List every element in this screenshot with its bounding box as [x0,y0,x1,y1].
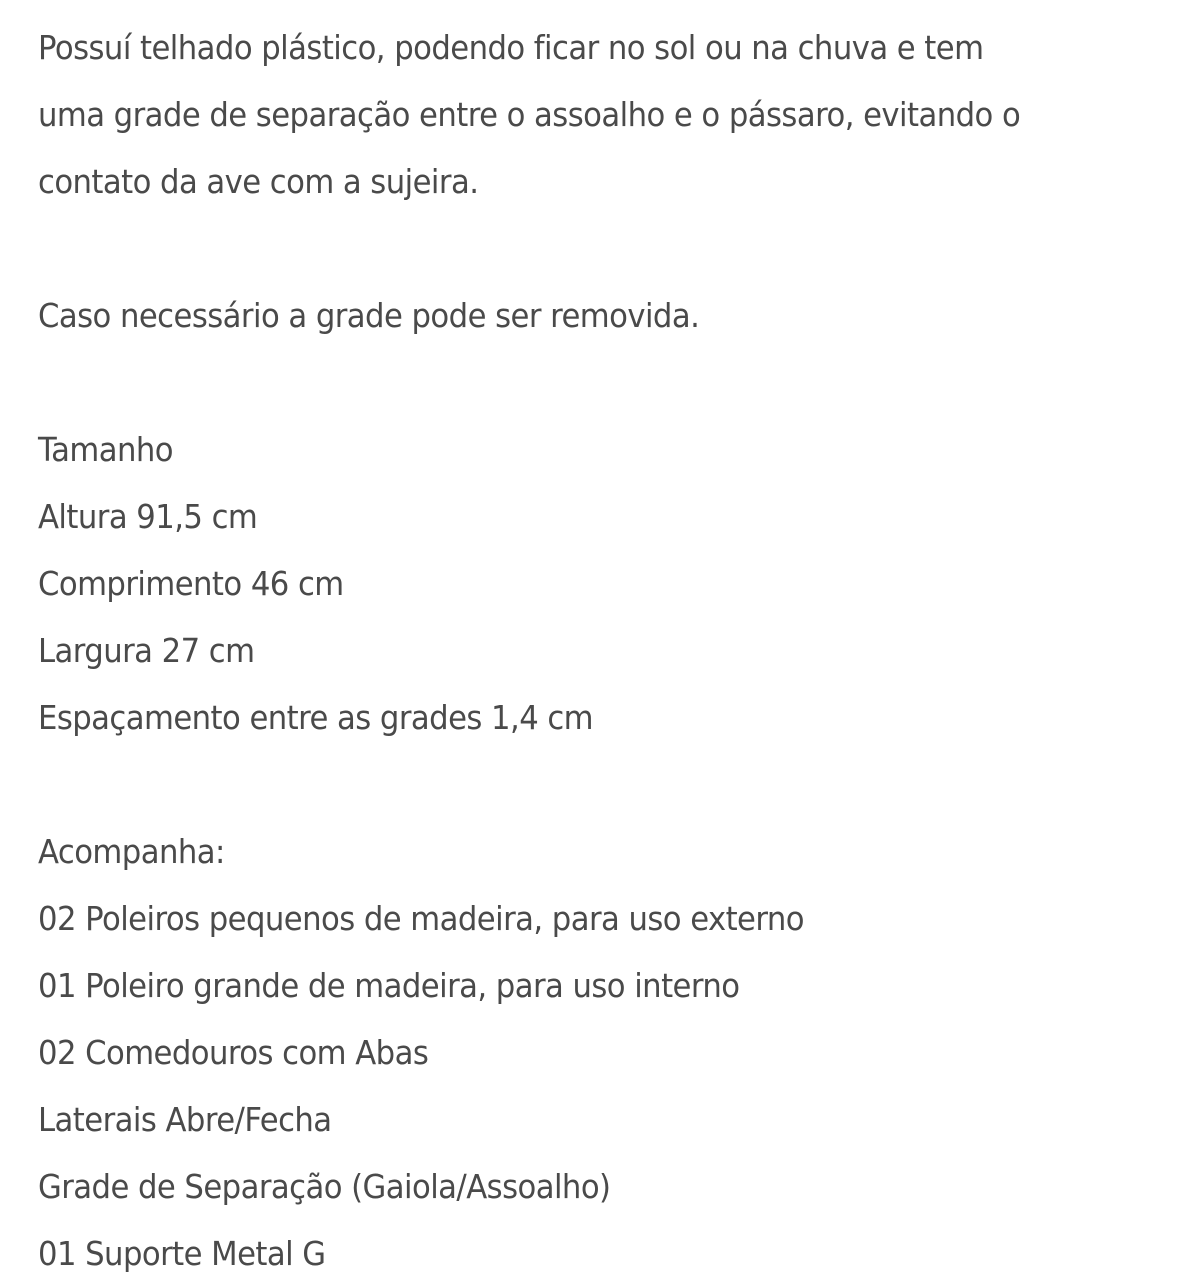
includes-item: 01 Poleiro grande de madeira, para uso interno [38,966,740,1005]
spacer [38,215,1168,282]
includes-item: Laterais Abre/Fecha [38,1100,332,1139]
size-heading: Tamanho [38,430,173,469]
spacer [38,349,1168,416]
size-item-length: Comprimento 46 cm [38,564,344,603]
includes-heading: Acompanha: [38,832,225,871]
includes-item: 02 Poleiros pequenos de madeira, para uso externo [38,899,805,938]
size-item-bar-spacing: Espaçamento entre as grades 1,4 cm [38,698,594,737]
includes-item: 02 Comedouros com Abas [38,1033,429,1072]
text-line: contato da ave com a sujeira. [38,162,479,201]
includes-item: Grade de Separação (Gaiola/Assoalho) [38,1167,611,1206]
spacer [38,751,1168,818]
includes-item: 01 Suporte Metal G [38,1234,326,1273]
product-description [38,14,1168,1287]
text-line: Possuí telhado plástico, podendo ficar no sol ou na chuva e tem [38,28,984,67]
size-section [38,416,1168,751]
size-item-height: Altura 91,5 cm [38,497,258,536]
includes-section [38,818,1168,1287]
description-paragraph [38,14,1168,215]
size-item-width: Largura 27 cm [38,631,255,670]
text-line: uma grade de separação entre o assoalho e o pássaro, evitando o [38,95,1021,134]
removable-grid-note: Caso necessário a grade pode ser removida. [38,296,700,335]
